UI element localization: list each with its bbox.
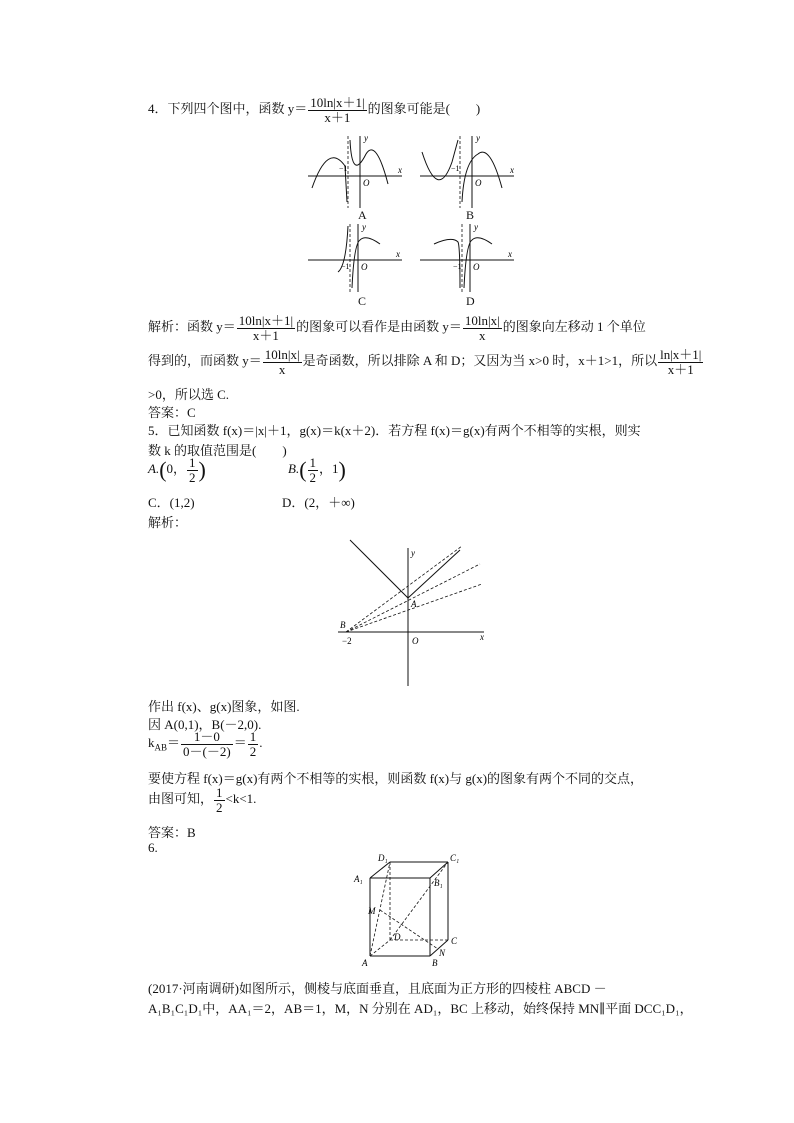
q5-sol-1: 作出 f(x)、g(x)图象，如图. — [148, 699, 300, 714]
sol-text: 是奇函数，所以排除 A 和 D；又因为当 x>0 时，x＋1>1，所以 — [302, 353, 658, 369]
label-x: x — [396, 249, 400, 259]
q4-graph-b — [420, 132, 520, 212]
sol-frac-den: x — [479, 327, 486, 343]
label-d1: D₁ — [378, 853, 388, 863]
sol-frac-den: x — [278, 361, 286, 377]
label-m2: −2 — [342, 636, 352, 646]
curve-right — [462, 152, 502, 202]
q5-option-c: C．(1,2) — [148, 495, 195, 510]
right-paren: ) — [198, 457, 206, 483]
q4-graph-d — [420, 222, 520, 294]
q4-frac-num: 10ln|x＋1| — [310, 95, 365, 110]
diag-dc1 — [390, 862, 448, 940]
sol-frac-den: x＋1 — [252, 327, 279, 343]
label-y: y — [474, 222, 478, 232]
label-a: A — [411, 599, 417, 609]
sol-frac-den: x＋1 — [667, 361, 694, 377]
label-x: x — [508, 249, 512, 259]
label-x: x — [480, 632, 484, 642]
opt-frac — [308, 456, 319, 484]
q6-stem-line2: A₁B₁C₁D₁中，AA₁＝2，AB＝1，M，N 分别在 AD₁，BC 上移动，始终保持 MN∥平面 DCC₁D₁， — [148, 1001, 693, 1016]
k-letter: k — [148, 735, 155, 751]
q4-label-c: C — [358, 294, 367, 308]
q4-solution-line3: >0，所以选 C. — [148, 387, 230, 402]
q4-label-a: A — [358, 208, 367, 222]
g-line-mid — [346, 564, 480, 632]
q6-prism-figure — [352, 852, 472, 970]
opt-text: ，1 — [319, 461, 339, 477]
edge-ad-hidden — [370, 940, 390, 956]
q5-stem-line1: 5．已知函数 f(x)＝|x|＋1，g(x)＝k(x＋2)．若方程 f(x)＝g(x)有两个不相等的实根，则实 — [148, 423, 641, 438]
sol-text: 由图可知， — [148, 791, 214, 807]
label-d: D — [394, 932, 401, 942]
opt-letter: B. — [288, 461, 300, 477]
q5-sol-4: 要使方程 f(x)＝g(x)有两个不相等的实根，则函数 f(x)与 g(x)的图象有两个不同的交点， — [148, 771, 644, 786]
q4-fraction — [308, 96, 366, 124]
label-y: y — [364, 133, 368, 143]
label-c: C — [451, 936, 458, 946]
label-m1: −1 — [341, 262, 350, 271]
sol-frac-num: 10ln|x| — [464, 313, 500, 328]
slope-frac — [181, 730, 233, 758]
sol-text: 的图象向左移动 1 个单位 — [502, 319, 646, 335]
label-m1: −1 — [339, 164, 348, 173]
opt-frac-num: 1 — [309, 455, 317, 470]
eq-sign: ＝ — [233, 735, 247, 751]
q6-number: 6. — [148, 840, 158, 855]
label-c1: C₁ — [450, 853, 460, 863]
label-m: M — [368, 906, 376, 916]
label-x: x — [510, 165, 514, 175]
q5-graph — [330, 536, 490, 688]
curve-left — [422, 140, 458, 180]
q4-frac-den: x＋1 — [324, 109, 351, 125]
q5-sol-5 — [148, 786, 256, 814]
opt-frac-den: 2 — [189, 469, 196, 485]
label-y: y — [476, 133, 480, 143]
sol-frac-num: 10ln|x＋1| — [238, 313, 294, 328]
label-y: y — [411, 548, 415, 558]
sol-frac-num: ln|x＋1| — [660, 347, 702, 362]
f-right-branch — [408, 550, 460, 598]
sol-frac — [237, 314, 295, 342]
slope-result-den: 2 — [249, 743, 257, 759]
k-sub: AB — [154, 742, 168, 753]
label-a: A — [362, 958, 368, 968]
slope-result-num: 1 — [249, 729, 257, 744]
k-frac-num: 1 — [216, 785, 223, 800]
label-n: N — [439, 948, 446, 958]
label-o: O — [475, 178, 482, 188]
right-paren: ) — [338, 457, 346, 483]
q4-solution-line1 — [148, 314, 646, 342]
q4-graph-a — [308, 132, 408, 212]
edge-b1c1 — [430, 862, 448, 878]
q5-sol-3 — [148, 730, 262, 758]
eq-sign: ＝ — [167, 735, 181, 751]
k-frac — [214, 786, 225, 814]
sol-frac — [658, 348, 703, 376]
k-frac-den: 2 — [216, 799, 223, 815]
label-x: x — [398, 165, 402, 175]
label-o: O — [412, 636, 419, 646]
g-line-steep — [346, 546, 462, 632]
sol-text: <k<1. — [225, 791, 257, 807]
segment-mn — [380, 910, 438, 949]
label-y: y — [362, 222, 366, 232]
label-a1: A₁ — [354, 874, 363, 884]
sol-text: 得到的，而函数 y＝ — [148, 353, 262, 369]
sol-frac — [263, 348, 302, 376]
q5-option-b — [288, 456, 346, 484]
opt-frac-num: 1 — [189, 455, 196, 470]
q4-solution-line2 — [148, 348, 704, 376]
sol-frac-num: 10ln|x| — [264, 347, 300, 362]
period: . — [259, 735, 263, 751]
q4-prefix: 4．下列四个图中，函数 y＝ — [148, 101, 308, 117]
q4-suffix: 的图象可能是( ) — [367, 101, 481, 117]
label-o: O — [361, 262, 368, 272]
q4-label-d: D — [466, 294, 475, 308]
sol-text: 解析：函数 y＝ — [148, 319, 236, 335]
q4-label-b: B — [466, 208, 475, 222]
q5-option-a — [148, 456, 206, 484]
q6-stem-line1: (2017·河南调研)如图所示，侧棱与底面垂直，且底面为正方形的四棱柱 ABCD － — [148, 981, 607, 996]
q4-graph-c — [308, 222, 408, 294]
q5-stem-line2: 数 k 的取值范围是( ) — [148, 443, 287, 458]
q5-answer: 答案：B — [148, 825, 196, 840]
label-m1: −1 — [453, 262, 462, 271]
opt-frac-den: 2 — [309, 469, 317, 485]
opt-frac — [187, 456, 198, 484]
left-paren: ( — [299, 457, 307, 483]
sol-text: 的图象可以看作是由函数 y＝ — [296, 319, 462, 335]
q5-option-d: D．(2，＋∞) — [282, 495, 355, 510]
label-b: B — [340, 620, 346, 630]
opt-text: 0， — [166, 461, 187, 477]
left-paren: ( — [159, 457, 167, 483]
sol-frac — [463, 314, 502, 342]
slope-den: 0－(－2) — [183, 743, 231, 759]
slope-num: 1－0 — [181, 730, 233, 745]
slope-result-frac — [248, 730, 259, 758]
f-left-branch — [350, 540, 408, 598]
label-b1: B₁ — [434, 878, 443, 888]
q4-stem — [148, 96, 480, 124]
label-m1: −1 — [451, 164, 460, 173]
label-o: O — [363, 178, 370, 188]
label-b: B — [432, 958, 438, 968]
opt-letter: A. — [148, 461, 160, 477]
q5-solution-title: 解析： — [148, 515, 188, 530]
q5-sol-2: 因 A(0,1)，B(－2,0). — [148, 717, 262, 732]
q4-answer: 答案：C — [148, 405, 196, 420]
label-o: O — [473, 262, 480, 272]
